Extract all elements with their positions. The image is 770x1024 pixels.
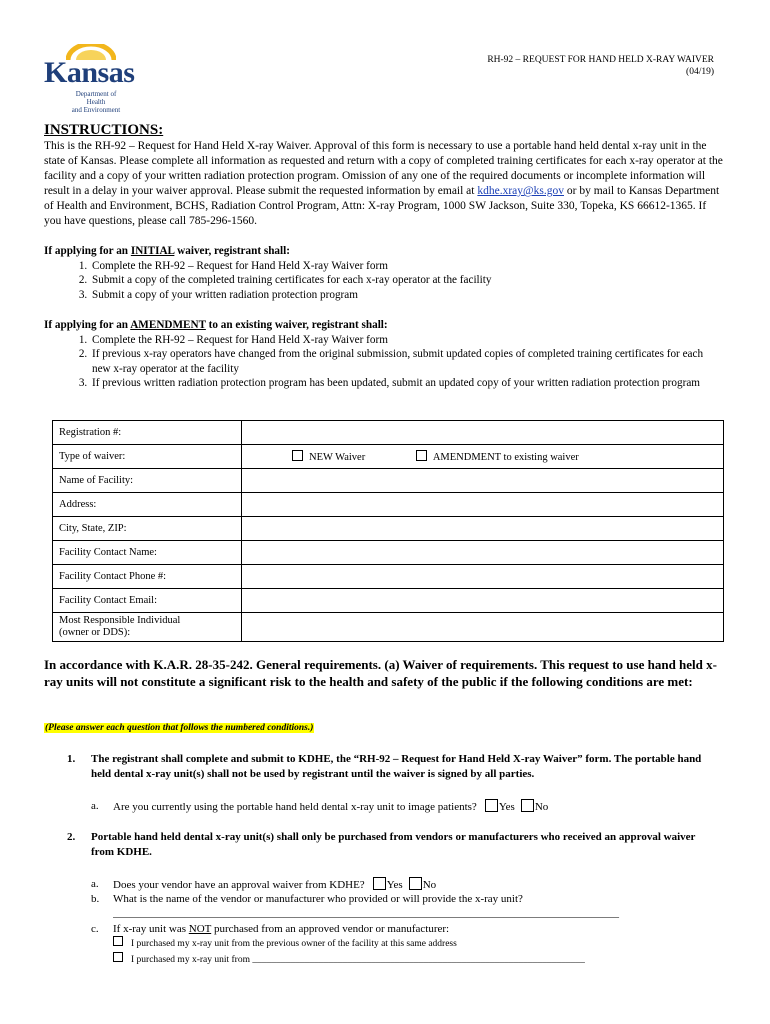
condition-1-text: The registrant shall complete and submit to KDHE, the “RH-92 – Request for Hand Held X-ray Waiver” form. The portable hand held dental x-ray unit(s) shall not be used by registrant until the waiver is signed by all parties. [91, 753, 702, 780]
condition-2b-question: What is the name of the vendor or manufacturer who provided or will provide the x-ray unit? [113, 893, 523, 905]
condition-2c-letter: c. [91, 923, 99, 935]
condition-2c-option-1[interactable]: I purchased my x-ray unit from the previous owner of the facility at this same address [113, 936, 457, 952]
checkbox-icon[interactable] [292, 450, 303, 461]
list-item: 1. Complete the RH-92 – Request for Hand Held X-ray Waiver form [90, 259, 724, 274]
instruction-note: (Please answer each question that follows the numbered conditions.) [45, 723, 314, 733]
condition-2b-letter: b. [91, 893, 100, 905]
address-field[interactable] [242, 493, 724, 517]
condition-1a-letter: a. [91, 800, 99, 812]
contact-name-label: Facility Contact Name: [53, 541, 242, 565]
contact-phone-label: Facility Contact Phone #: [53, 565, 242, 589]
condition-2a-letter: a. [91, 878, 99, 890]
table-row [53, 493, 724, 517]
facility-name-field[interactable] [242, 469, 724, 493]
instructions-heading: INSTRUCTIONS: [44, 122, 164, 138]
address-label: Address: [53, 493, 242, 517]
requirements-statement: In accordance with K.A.R. 28-35-242. General requirements. (a) Waiver of requirements. This request to use hand held x-ray units will not constitute a significant risk to the health and safety of the public if the following conditions are met: [44, 657, 717, 689]
initial-heading: If applying for an INITIAL waiver, registrant shall: [44, 245, 290, 257]
list-item: 3. If previous written radiation protection program has been updated, submit an updated copy of your written radiation protection program [90, 376, 724, 391]
condition-2c-option-2[interactable]: I purchased my x-ray unit from ______________________________________________________________________ [113, 952, 713, 968]
yes-label: Yes [386, 879, 403, 891]
no-label: No [422, 879, 437, 891]
table-row [53, 613, 724, 642]
checkbox-icon[interactable] [409, 877, 422, 890]
city-state-zip-field[interactable] [242, 517, 724, 541]
checkbox-icon[interactable] [521, 799, 534, 812]
vendor-name-line[interactable]: ____________________________________________________________________________________________ [113, 907, 619, 919]
registration-number-field[interactable] [242, 421, 724, 445]
waiver-type-field [242, 445, 724, 469]
condition-2a-question: Does your vendor have an approval waiver from KDHE? Yes No [113, 879, 437, 891]
checkbox-icon[interactable] [113, 936, 123, 946]
table-row [53, 445, 724, 469]
table-row [53, 421, 724, 445]
city-state-zip-label: City, State, ZIP: [53, 517, 242, 541]
amendment-waiver-option[interactable]: AMENDMENT to existing waiver [416, 452, 579, 463]
list-item: 2. Submit a copy of the completed training certificates for each x-ray operator at the facility [90, 273, 724, 288]
table-row [53, 589, 724, 613]
logo-wordmark: Kansas [44, 56, 135, 89]
list-item: 2. If previous x-ray operators have changed from the original submission, submit updated copies of completed training certificates for each new x-ray operator at the facility [90, 347, 724, 376]
table-row [53, 469, 724, 493]
condition-1-number: 1. [67, 753, 76, 765]
list-item: 3. Submit a copy of your written radiation protection program [90, 288, 724, 303]
responsible-individual-label: Most Responsible Individual (owner or DDS): [53, 613, 242, 642]
registration-number-label: Registration #: [53, 421, 242, 445]
condition-1a-question: Are you currently using the portable hand held dental x-ray unit to image patients? Yes No [113, 801, 549, 813]
table-row [53, 541, 724, 565]
condition-2-text: Portable hand held dental x-ray unit(s) shall only be purchased from vendors or manufacturers who received an approval waiver from KDHE. [91, 831, 696, 858]
amendment-heading: If applying for an AMENDMENT to an existing waiver, registrant shall: [44, 319, 388, 331]
list-item: 1. Complete the RH-92 – Request for Hand Held X-ray Waiver form [90, 333, 724, 348]
table-row [53, 517, 724, 541]
condition-2c-question: If x-ray unit was NOT purchased from an approved vendor or manufacturer: [113, 923, 450, 935]
yes-label: Yes [498, 801, 515, 813]
contact-name-field[interactable] [242, 541, 724, 565]
table-row [53, 565, 724, 589]
contact-email-label: Facility Contact Email: [53, 589, 242, 613]
kdhe-logo [44, 44, 135, 114]
checkbox-icon[interactable] [373, 877, 386, 890]
registration-table [52, 420, 724, 642]
waiver-type-label: Type of waiver: [53, 445, 242, 469]
logo-subtitle: Department of Health and Environment [71, 90, 121, 114]
checkbox-icon[interactable] [485, 799, 498, 812]
condition-2-number: 2. [67, 831, 76, 843]
checkbox-icon[interactable] [416, 450, 427, 461]
instructions-paragraph: This is the RH-92 – Request for Hand Held X-ray Waiver. Approval of this form is necessary to use a portable hand held dental x-ray unit in the state of Kansas. Please complete all information as requested and return with a copy of completed training certificates for each x-ray operator at the facility and a copy of your written radiation protection program. Omission of any one of the required documents or incomplete information will result in a delay in your waiver approval. Please submit the requested information by email at kdhe.xray@ks.gov or by mail to Kansas Department of Health and Environment, BCHS, Radiation Control Program, Attn: X-ray Program, 1000 SW Jackson, Suite 330, Topeka, KS 66612-1365. If you have questions, please call 785-296-1560. [44, 140, 723, 227]
email-link[interactable]: kdhe.xray@ks.gov [477, 185, 564, 197]
facility-name-label: Name of Facility: [53, 469, 242, 493]
new-waiver-option[interactable]: NEW Waiver [292, 452, 365, 463]
checkbox-icon[interactable] [113, 952, 123, 962]
no-label: No [534, 801, 549, 813]
responsible-individual-field[interactable] [242, 613, 724, 642]
contact-email-field[interactable] [242, 589, 724, 613]
amendment-requirements [44, 318, 724, 391]
contact-phone-field[interactable] [242, 565, 724, 589]
form-identifier: RH-92 – REQUEST FOR HAND HELD X-RAY WAIVER (04/19) [487, 55, 714, 77]
initial-requirements [44, 244, 724, 302]
